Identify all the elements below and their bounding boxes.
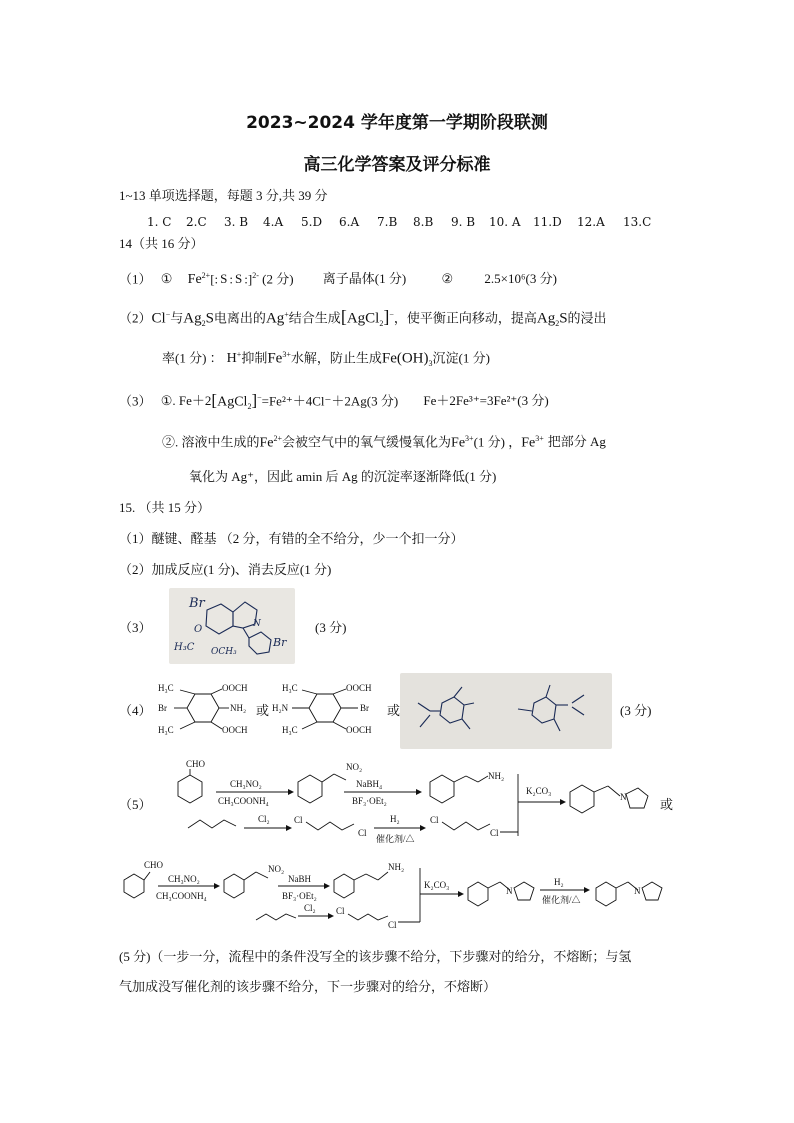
- q14-p3-eq1-b: =Fe²⁺＋4Cl⁻＋2Ag(3 分): [261, 393, 399, 409]
- q14-p3-fe2: Fe: [259, 435, 274, 451]
- q14-p2-text5: 的浸出: [567, 310, 607, 326]
- q14-p2-text6: 率(1 分) ：: [162, 350, 223, 366]
- sb-r1-bot: CH₃COONH₄: [156, 891, 207, 901]
- s4b-oocch-top: OOCH: [346, 683, 372, 693]
- q15-part4-label: （4）: [119, 703, 152, 718]
- hw3-ring-a: [206, 604, 233, 634]
- s4b-h3c-top: H₃C: [282, 683, 298, 693]
- q15-part5-note-line2: 气加成没写催化剂的该步骤不给分，下一步骤对的给分，不熔断）: [119, 979, 497, 994]
- hw4-ring-1: [440, 697, 464, 723]
- ag2s-b-sub: 2: [555, 318, 560, 328]
- cl-ion: Cl: [151, 310, 166, 327]
- sb-r3: K₂CO₃: [424, 880, 450, 890]
- q14-part2-line1: （2）Cl−与$Ag_2S$电离出的Ag+结合生成[AgCl$_2$]−，使平衡正向移动，提高$Ag_2S$的浸出: [119, 306, 607, 328]
- hw3-br2: Br: [273, 636, 287, 649]
- q15-part3-label: （3）: [119, 620, 152, 635]
- q15-part4-or2: 或: [387, 703, 401, 718]
- sb-benzene-3: [334, 874, 354, 898]
- q14-p2-text8: 水解，防止生成: [290, 350, 382, 366]
- sb-cat: 催化剂/△: [542, 895, 581, 905]
- sb-r2-top: NaBH: [288, 874, 311, 884]
- s4a-br: Br: [158, 703, 167, 713]
- synthesis-scheme-a: [160, 756, 670, 846]
- hw4-ring-2: [532, 697, 556, 723]
- sb-nh2: NH₂: [388, 862, 405, 872]
- sb-benzene-5: [596, 882, 616, 906]
- q14-p3-fe3b: Fe: [521, 435, 536, 451]
- answer-6: 6.A: [339, 215, 360, 229]
- q14-p1-crystal: 离子晶体(1 分): [322, 271, 407, 287]
- handwritten-structure-3-drawing: [169, 588, 295, 664]
- hw3-o: O: [194, 624, 203, 635]
- sb-h2: H₂: [554, 877, 564, 887]
- q14-part3-line1: （3） ①. Fe＋2[AgCl$_2$]−=Fe²⁺＋4Cl⁻＋2Ag(3 分) Fe＋2Fe³⁺=3Fe²⁺(3 分): [119, 390, 549, 411]
- q14-part1: [119, 268, 557, 288]
- sa-cl-a: Cl: [294, 815, 303, 825]
- answer-9: 9. B: [451, 215, 476, 229]
- sa-pyrrolidine: [626, 788, 648, 808]
- s4a-ring: [187, 694, 219, 722]
- sa-cl-b: Cl: [358, 828, 367, 838]
- sa-dichlorobutene: [306, 822, 354, 830]
- ag-ion: Ag: [265, 310, 285, 327]
- answer-8: 8.B: [413, 215, 434, 229]
- sa-cho: CHO: [186, 759, 206, 769]
- q14-p1-circle2: ②: [441, 271, 454, 287]
- ag-charge: +: [284, 310, 289, 319]
- q15-part5-label: （5）: [119, 797, 152, 812]
- answer-4: 4.A: [263, 215, 284, 229]
- s4a-nh2: NH₂: [230, 703, 247, 713]
- sa-benzene-3: [430, 775, 454, 803]
- sa-no2: NO₂: [346, 762, 363, 772]
- sa-cat: 催化剂/△: [376, 834, 415, 844]
- answer-1: 1. C: [147, 215, 172, 229]
- sa-benzene-1: [178, 775, 202, 803]
- exam-title: 2023~2024 学年度第一学期阶段联测: [246, 113, 548, 133]
- synthesis-scheme-b: [118, 858, 678, 934]
- sa-nh2: NH₂: [488, 771, 505, 781]
- q14-p3-text2: 会被空气中的氧气缓慢氧化为: [282, 434, 452, 450]
- q14-p2-text2: 电离出的: [213, 310, 266, 326]
- sa-cl-d: Cl: [490, 828, 499, 838]
- s4a-h3c-top: H₃C: [158, 683, 174, 693]
- hw3-ring-c: [249, 632, 271, 654]
- q14-p3-agcl2: AgCl: [217, 394, 248, 410]
- q15-part3-score: (3 分): [315, 620, 347, 635]
- fe3-ion: Fe: [267, 350, 283, 367]
- q14-p2-label: （2）: [119, 310, 152, 326]
- q14-p2-text1: 与: [170, 310, 184, 326]
- bracket-end: ]: [247, 271, 253, 287]
- bracket-open: [:: [210, 271, 219, 287]
- sulfur-2: S: [235, 271, 243, 287]
- q14-part3-line2: [162, 431, 606, 451]
- ag2s-s: S: [205, 310, 214, 327]
- sb-pyrrolidine: [642, 882, 662, 900]
- q14-p3-fe3: Fe: [451, 435, 466, 451]
- cl-charge: −: [165, 310, 171, 319]
- sb-no2: NO₂: [268, 864, 285, 874]
- answer-11: 11.D: [533, 215, 562, 229]
- q14-p3-text1: ②. 溶液中生成的: [162, 434, 260, 450]
- sa-r2-bot: BF₃·OEt₂: [352, 796, 387, 806]
- q14-p3-eq1-a: ①. Fe＋2: [160, 393, 212, 409]
- h-ion: H: [226, 351, 237, 367]
- fe-ion: Fe: [187, 272, 202, 288]
- q14-p3-fe3b-charge: 3+: [535, 434, 544, 443]
- sa-cl-c: Cl: [430, 815, 439, 825]
- hw3-bond: [243, 628, 249, 638]
- s4b-ring: [309, 694, 341, 722]
- sb-n1: N: [506, 886, 513, 896]
- sa-n: N: [620, 792, 627, 802]
- hw3-br1: Br: [189, 596, 205, 611]
- q15-part5-or: 或: [660, 797, 674, 812]
- structure-4a: [150, 680, 260, 740]
- q15-part5-note-line1: (5 分)（一步一分，流程中的条件没写全的该步骤不给分，下步骤对的给分，不熔断；与氢: [119, 949, 632, 964]
- sa-h2: H₂: [390, 814, 400, 824]
- s4b-oocch-bot: OOCH: [346, 725, 372, 735]
- answer-7: 7.B: [377, 215, 398, 229]
- mcq-answers: [147, 214, 651, 230]
- q15-part4-or1: 或: [256, 703, 270, 718]
- feoh3-fe: Fe: [381, 350, 397, 367]
- fe-ion-charge: 2+: [201, 271, 211, 280]
- bracket-colon: :: [244, 271, 248, 287]
- sa-r3: K₂CO₃: [526, 786, 552, 796]
- answer-13: 13.C: [623, 215, 652, 229]
- q14-p3-fe3-charge: 3+: [465, 434, 474, 443]
- sa-dichlorobutane: [442, 822, 490, 830]
- q15-part1: （1）醚键、醛基 （2 分，有错的全不给分，少一个扣一分）: [119, 531, 464, 546]
- structure-4b: [272, 680, 384, 740]
- hw3-n: N: [253, 619, 261, 629]
- sb-butadiene: [256, 914, 296, 920]
- answer-3: 3. B: [224, 215, 249, 229]
- q14-p3-text4: 把部分 Ag: [547, 434, 606, 450]
- sa-r1-top: CH₃NO₂: [230, 779, 262, 789]
- sb-benzene-2: [224, 874, 244, 898]
- sa-r1-bot: CH₃COONH₄: [218, 796, 269, 806]
- sa-cl2: Cl₂: [258, 814, 270, 824]
- q14-p2-text9: 沉淀(1 分): [432, 350, 490, 366]
- q15-part2: （2）加成反应(1 分)、消去反应(1 分): [119, 562, 332, 577]
- ag2s-sub: 2: [201, 318, 206, 328]
- sb-r1-top: CH₃NO₂: [168, 874, 200, 884]
- shared-pair: :: [229, 271, 233, 287]
- s4b-br: Br: [360, 703, 369, 713]
- q14-p2-text3: 结合生成: [288, 310, 341, 326]
- sa-r2-top: NaBH₄: [356, 779, 383, 789]
- s4a-h3c-bot: H₃C: [158, 725, 174, 735]
- feoh3-oh: (OH): [396, 350, 429, 367]
- handwritten-structure-3: [169, 588, 295, 664]
- sb-r2-bot: BF₃·OEt₂: [282, 891, 317, 901]
- fe3-charge: 3+: [282, 350, 291, 359]
- q14-part2-line2: [162, 347, 490, 372]
- sa-benzene-4: [570, 785, 594, 813]
- hw3-och3: OCH₃: [211, 647, 237, 657]
- sa-benzene-2: [298, 775, 322, 803]
- q15-part4-score: (3 分): [620, 703, 652, 718]
- q14-p3-eq2: Fe＋2Fe³⁺=3Fe²⁺(3 分): [423, 393, 549, 409]
- q14-p1-score: (2 分): [262, 271, 294, 287]
- sb-cl-a: Cl: [336, 906, 345, 916]
- q14-p2-text4: ，使平衡正向移动，提高: [393, 310, 537, 326]
- q14-p3-label: （3）: [119, 393, 152, 409]
- s4b-h2n: H₂N: [272, 703, 289, 713]
- sb-dichlorobutene: [348, 914, 388, 920]
- answer-12: 12.A: [577, 215, 605, 229]
- sb-benzene-1: [124, 874, 144, 898]
- sb-cl2: Cl₂: [304, 903, 316, 913]
- agcl2-charge: −: [389, 310, 394, 319]
- sb-benzene-4: [468, 882, 488, 906]
- sb-cl-b: Cl: [388, 920, 397, 930]
- handwritten-structures-4-drawing: [400, 673, 612, 749]
- q14-p3-fe2-charge: 2+: [273, 434, 283, 443]
- q14-p3-agcl2-charge: −: [257, 393, 262, 402]
- s4a-oocch-top: OOCH: [222, 683, 248, 693]
- sb-cho: CHO: [144, 860, 164, 870]
- answer-10: 10. A: [489, 215, 521, 229]
- ag2s-b: Ag: [536, 310, 556, 327]
- ag2s: Ag: [183, 310, 202, 327]
- q14-p3-agcl2-sub: 2: [247, 401, 252, 411]
- s4a-oocch-bot: OOCH: [222, 725, 248, 735]
- agcl2: AgCl: [346, 310, 380, 327]
- feoh3-sub: 3: [428, 358, 433, 368]
- hw3-ch3: H₃C: [174, 642, 195, 653]
- answer-5: 5.D: [301, 215, 323, 229]
- q14-p2-text7: 抑制: [241, 350, 268, 366]
- q14-p3-text3: (1 分) ，: [473, 434, 522, 450]
- sb-pyrroline: [514, 882, 534, 900]
- h-charge: +: [236, 350, 242, 359]
- q15-header: 15. （共 15 分）: [119, 500, 211, 515]
- mcq-intro: 1~13 单项选择题，每题 3 分,共 39 分: [119, 188, 328, 203]
- sb-n2: N: [634, 886, 641, 896]
- s4b-h3c-bot: H₃C: [282, 725, 298, 735]
- answer-key-title: 高三化学答案及评分标准: [303, 155, 491, 175]
- q14-header: 14（共 16 分）: [119, 236, 204, 251]
- sa-butadiene: [188, 820, 236, 828]
- q14-p1-value: 2.5×10⁶(3 分): [484, 271, 557, 287]
- q14-p1-label: （1）: [119, 271, 152, 287]
- q14-p1-circle1: ①: [160, 271, 173, 287]
- agcl2-sub: 2: [379, 318, 384, 328]
- answer-2: 2.C: [186, 215, 207, 229]
- handwritten-structures-4: [400, 673, 612, 749]
- sulfur-1: S: [220, 271, 228, 287]
- q14-part3-line3: 氧化为 Ag⁺，因此 amin 后 Ag 的沉淀率逐渐降低(1 分): [189, 469, 497, 484]
- anion-charge: 2-: [252, 271, 259, 280]
- ag2s-b-s: S: [559, 310, 568, 327]
